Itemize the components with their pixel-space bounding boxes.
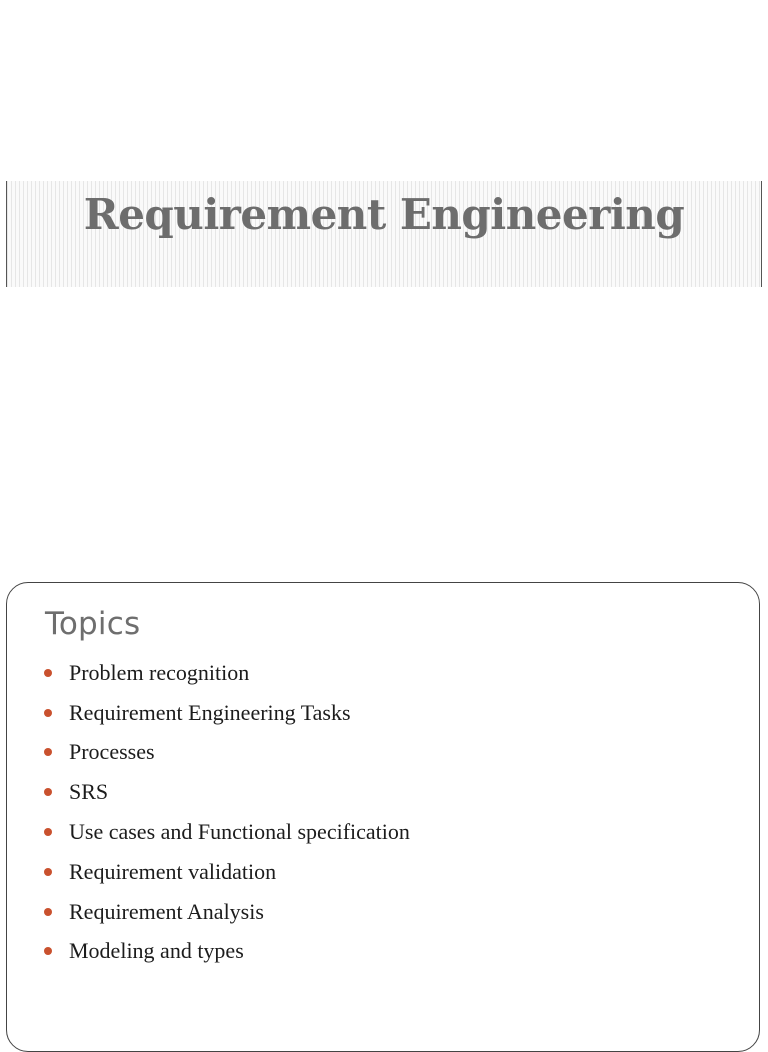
- bullet-dot-icon: [44, 669, 52, 677]
- slide-title: Requirement Engineering: [83, 190, 685, 239]
- list-item-label: Processes: [69, 739, 155, 765]
- list-item: [44, 693, 410, 733]
- bullet-dot-icon: [44, 828, 52, 836]
- topics-list: [44, 653, 410, 971]
- bullet-dot-icon: [44, 748, 52, 756]
- list-item-label: Requirement Engineering Tasks: [69, 699, 351, 725]
- list-item-label: Modeling and types: [69, 938, 244, 964]
- bullet-dot-icon: [44, 908, 52, 916]
- list-item: [44, 932, 410, 972]
- bullet-dot-icon: [44, 788, 52, 796]
- bullet-dot-icon: [44, 709, 52, 717]
- list-item-label: SRS: [69, 779, 109, 805]
- list-item: [44, 653, 410, 693]
- list-item: [44, 772, 410, 812]
- bullet-dot-icon: [44, 947, 52, 955]
- list-item-label: Use cases and Functional specification: [69, 819, 410, 845]
- list-item-label: Requirement validation: [69, 858, 277, 884]
- list-item: [44, 733, 410, 773]
- bullet-dot-icon: [44, 868, 52, 876]
- list-item: [44, 892, 410, 932]
- list-item-label: Problem recognition: [69, 659, 250, 685]
- list-item-label: Requirement Analysis: [69, 898, 264, 924]
- list-item: [44, 812, 410, 852]
- list-item: [44, 852, 410, 892]
- topics-heading: Topics: [45, 606, 141, 642]
